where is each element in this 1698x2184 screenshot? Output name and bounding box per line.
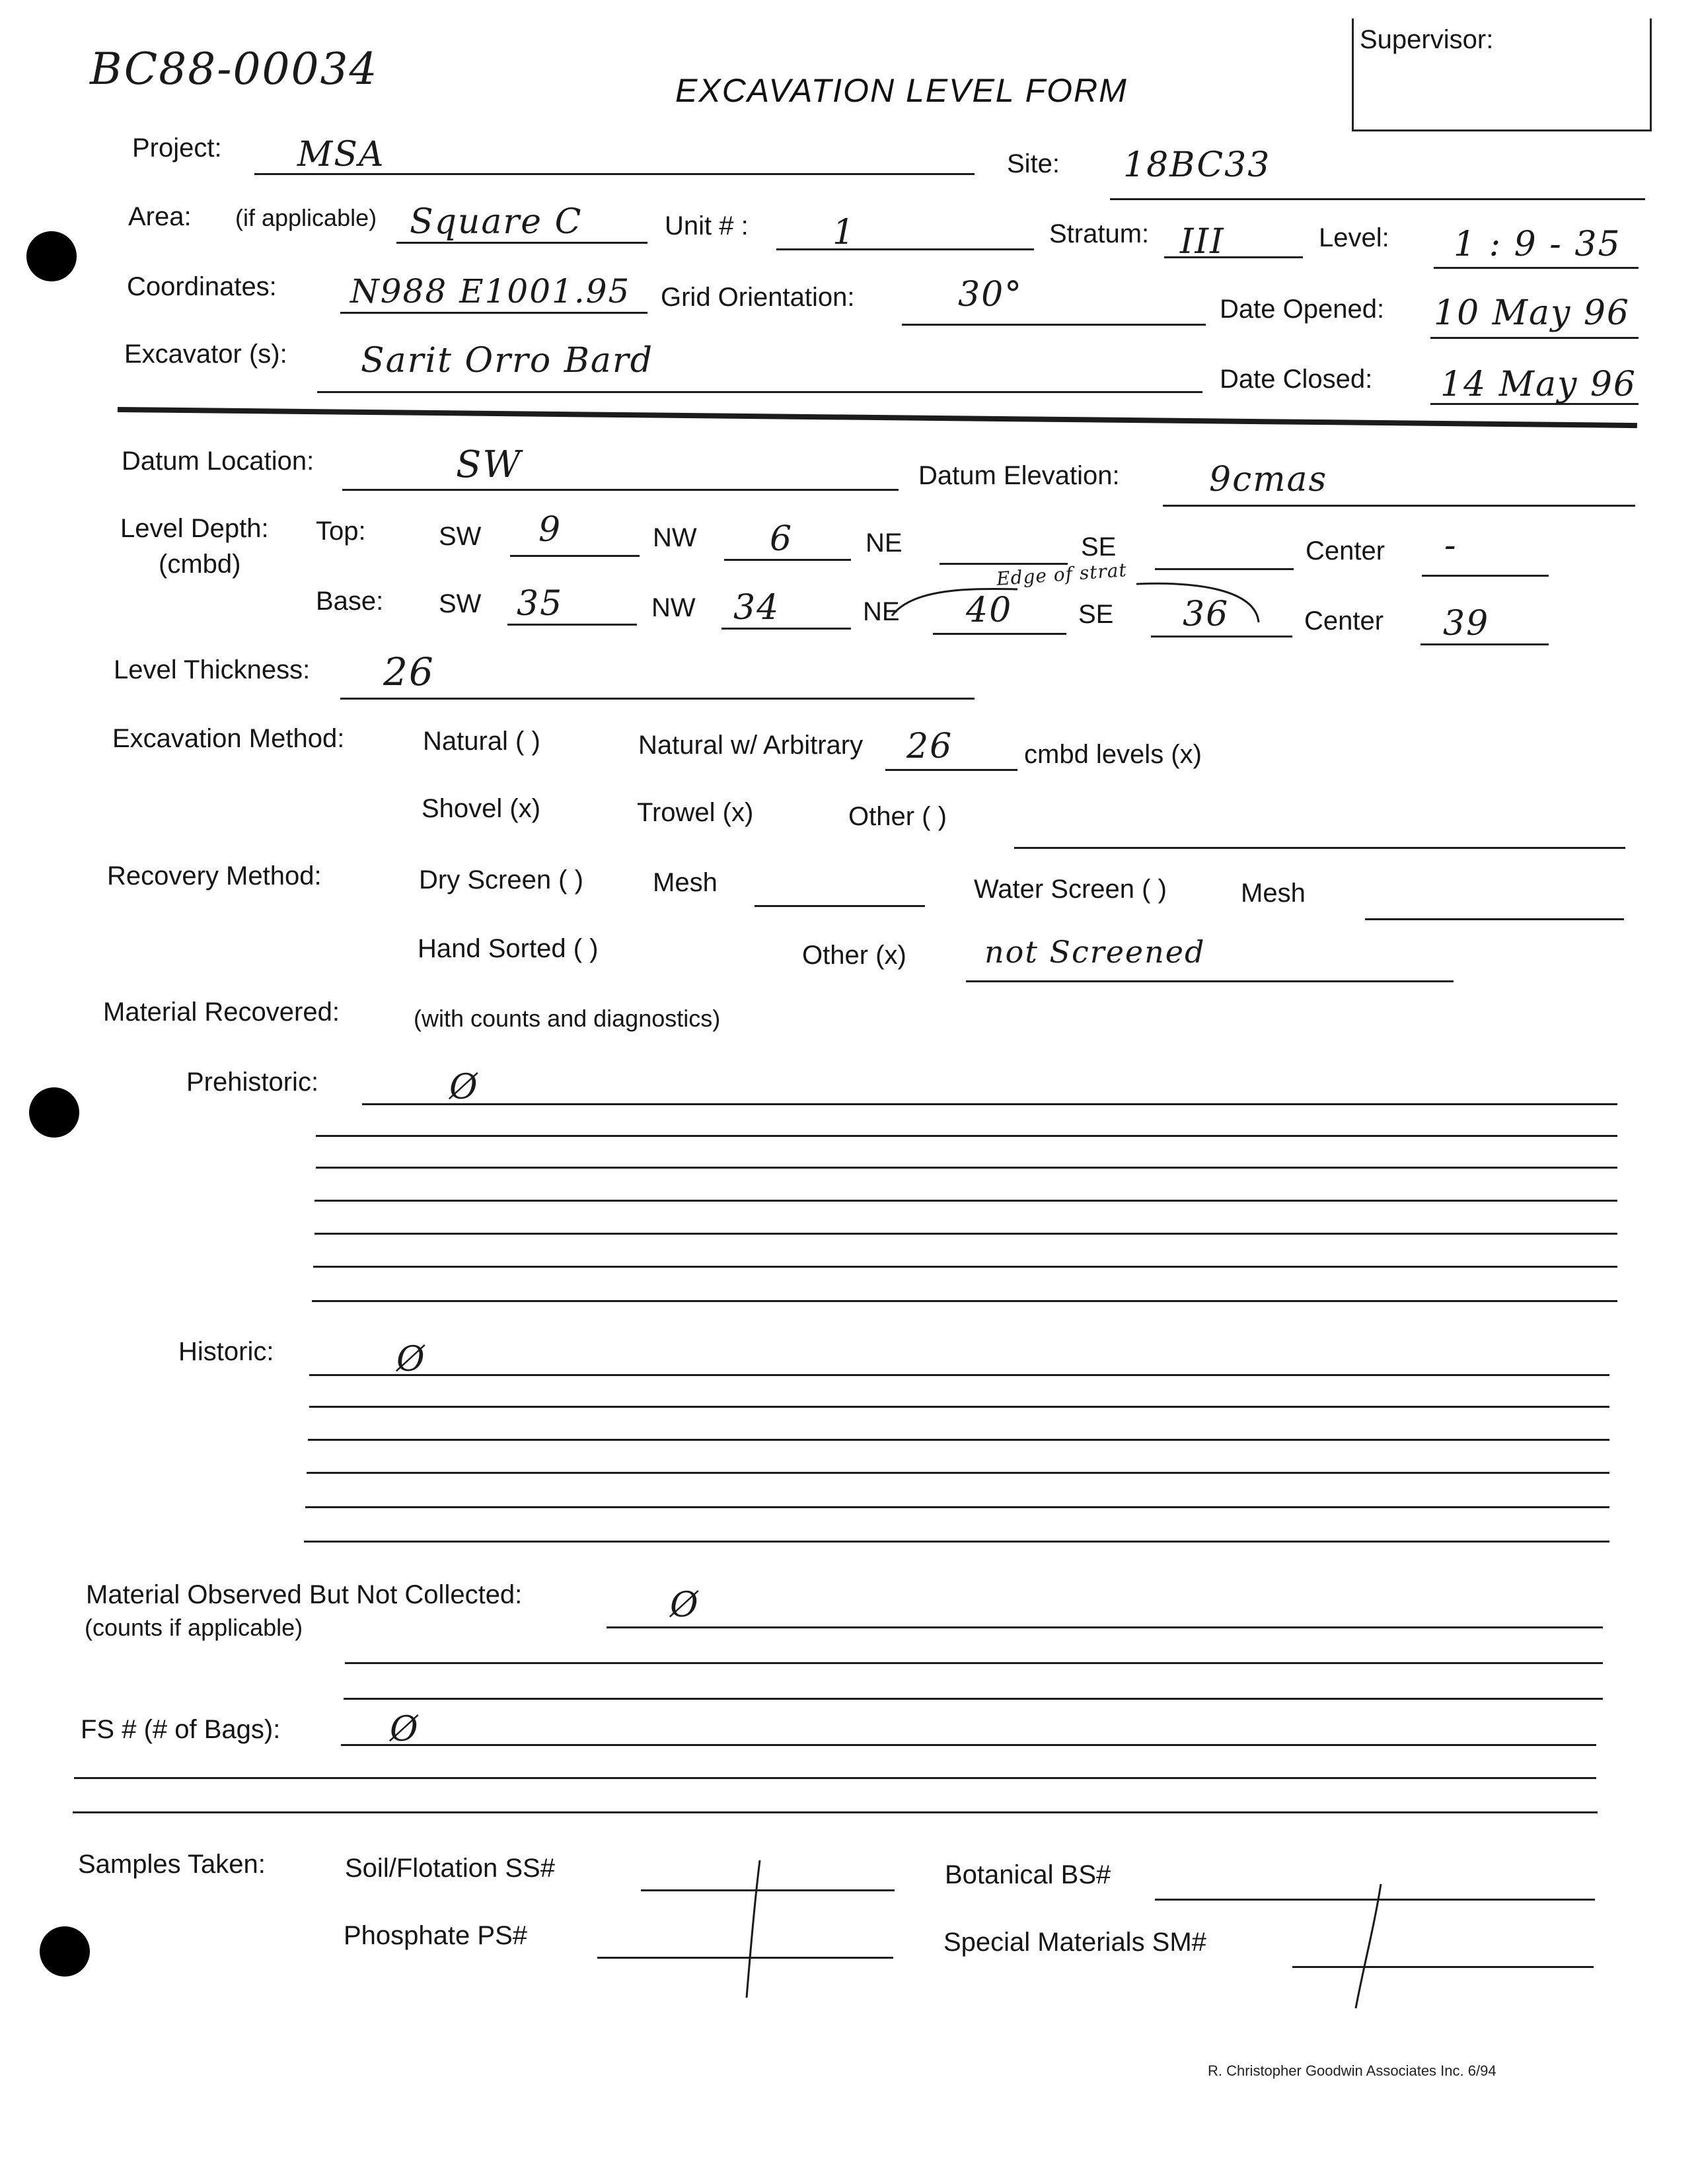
water-screen-option[interactable]: Water Screen ( ) — [974, 875, 1167, 904]
date-closed-label: Date Closed: — [1220, 365, 1373, 394]
phosphate-label: Phosphate PS# — [344, 1921, 527, 1950]
soil-flotation-label: Soil/Flotation SS# — [345, 1854, 555, 1883]
header-separator — [118, 407, 1637, 428]
excavation-method-label: Excavation Method: — [112, 724, 345, 753]
historic-label: Historic: — [178, 1337, 274, 1366]
mesh-label-2: Mesh — [1241, 879, 1306, 908]
unit-line — [776, 248, 1034, 250]
base-center-line — [1421, 643, 1549, 645]
date-closed-line — [1430, 403, 1639, 405]
edge-note-bracket — [885, 569, 1275, 636]
level-thickness-value[interactable]: 26 — [383, 649, 435, 694]
fs-line-1 — [341, 1744, 1596, 1746]
coordinates-line — [340, 312, 647, 314]
prehistoric-line-2 — [316, 1135, 1617, 1137]
page-title: EXCAVATION LEVEL FORM — [675, 72, 1128, 109]
recovery-method-label: Recovery Method: — [107, 861, 322, 891]
arbitrary-line — [885, 769, 1017, 771]
level-line — [1434, 267, 1639, 269]
prehistoric-value[interactable]: Ø — [449, 1068, 479, 1107]
base-sw-label: SW — [439, 589, 482, 618]
level-thickness-label: Level Thickness: — [114, 655, 311, 684]
botanical-label: Botanical BS# — [945, 1860, 1111, 1889]
top-sw-line — [510, 555, 640, 557]
prehistoric-line-6 — [313, 1266, 1617, 1268]
datum-elevation-value[interactable]: 9cmas — [1209, 460, 1328, 499]
top-center-label: Center — [1306, 536, 1385, 565]
stratum-line — [1164, 256, 1303, 258]
area-label: Area: — [128, 202, 192, 231]
top-ne-label: NE — [866, 528, 903, 558]
project-value[interactable]: MSA — [297, 135, 385, 174]
base-ne-value[interactable]: 40 — [966, 591, 1013, 630]
historic-line-2 — [309, 1406, 1609, 1408]
top-center-line — [1422, 575, 1549, 577]
fs-line-2 — [74, 1777, 1596, 1779]
recovery-other-line — [966, 980, 1454, 982]
top-sw-value[interactable]: 9 — [538, 510, 562, 550]
prehistoric-line-5 — [314, 1233, 1617, 1235]
area-value[interactable]: Square C — [410, 202, 583, 242]
area-qualifier: (if applicable) — [235, 204, 377, 231]
base-se-value[interactable]: 36 — [1183, 595, 1230, 634]
punch-hole-bottom — [40, 1926, 90, 1977]
site-value[interactable]: 18BC33 — [1123, 145, 1271, 185]
coordinates-label: Coordinates: — [127, 272, 277, 301]
excavation-natural[interactable]: Natural ( ) — [423, 727, 540, 756]
prehistoric-line-3 — [316, 1167, 1617, 1169]
prehistoric-line-7 — [312, 1300, 1617, 1302]
trowel-option[interactable]: Trowel (x) — [637, 798, 754, 827]
historic-line-1 — [309, 1374, 1609, 1376]
prehistoric-line-4 — [314, 1200, 1617, 1202]
stratum-value[interactable]: III — [1180, 222, 1225, 262]
level-depth-unit: (cmbd) — [159, 550, 241, 579]
top-nw-value[interactable]: 6 — [770, 519, 794, 559]
recovery-other-value[interactable]: not Screened — [984, 934, 1206, 970]
cmbd-levels-option[interactable]: cmbd levels (x) — [1024, 740, 1202, 769]
mesh-line-1 — [755, 905, 925, 907]
datum-location-line — [342, 489, 899, 491]
base-center-value[interactable]: 39 — [1443, 604, 1490, 643]
top-label: Top: — [316, 517, 366, 546]
historic-value[interactable]: Ø — [396, 1340, 426, 1379]
dry-screen-option[interactable]: Dry Screen ( ) — [419, 865, 583, 894]
date-opened-line — [1430, 337, 1639, 339]
prehistoric-label: Prehistoric: — [186, 1068, 319, 1097]
base-se-label: SE — [1078, 600, 1114, 629]
project-line — [254, 173, 975, 175]
level-depth-label: Level Depth: — [120, 514, 269, 543]
top-se-label: SE — [1081, 532, 1117, 562]
fs-label: FS # (# of Bags): — [81, 1715, 281, 1744]
punch-hole-top — [26, 231, 77, 281]
top-sw-label: SW — [439, 522, 482, 551]
footer-credit: R. Christopher Goodwin Associates Inc. 6/94 — [1208, 2062, 1496, 2079]
special-materials-label: Special Materials SM# — [943, 1928, 1206, 1957]
area-line — [396, 242, 647, 244]
material-recovered-note: (with counts and diagnostics) — [414, 1005, 721, 1032]
top-nw-label: NW — [653, 523, 697, 552]
observed-note: (counts if applicable) — [85, 1614, 303, 1641]
excavators-value[interactable]: Sarit Orro Bard — [361, 341, 654, 381]
historic-line-5 — [305, 1506, 1609, 1508]
supervisor-label: Supervisor: — [1360, 25, 1494, 54]
edge-of-strat-note: Edge of strat — [996, 559, 1128, 590]
excavation-other-option[interactable]: Other ( ) — [848, 802, 947, 831]
observed-value[interactable]: Ø — [670, 1585, 700, 1625]
excavators-label: Excavator (s): — [124, 340, 287, 369]
historic-line-4 — [307, 1472, 1609, 1474]
fs-line-3 — [73, 1811, 1598, 1813]
recovery-other-option[interactable]: Other (x) — [802, 941, 906, 970]
project-label: Project: — [132, 133, 222, 163]
unit-value[interactable]: 1 — [832, 213, 856, 252]
fs-value[interactable]: Ø — [390, 1710, 420, 1749]
level-label: Level: — [1319, 223, 1389, 252]
form-id: BC88-00034 — [90, 44, 379, 94]
datum-location-value[interactable]: SW — [456, 443, 522, 486]
level-thickness-line — [340, 698, 975, 700]
base-center-label: Center — [1304, 606, 1384, 636]
excavation-other-line — [1014, 847, 1625, 849]
arbitrary-value[interactable]: 26 — [906, 727, 953, 766]
prehistoric-line-1 — [362, 1103, 1617, 1105]
base-nw-line — [721, 628, 851, 630]
mesh-line-2 — [1365, 918, 1624, 920]
soil-phosphate-strike-mark — [727, 1856, 780, 2002]
datum-location-label: Datum Location: — [122, 447, 314, 476]
observed-line-3 — [344, 1698, 1603, 1700]
site-line — [1110, 198, 1645, 200]
datum-elevation-label: Datum Elevation: — [918, 461, 1120, 490]
observed-line-1 — [607, 1626, 1603, 1628]
observed-label: Material Observed But Not Collected: — [86, 1580, 523, 1609]
base-label: Base: — [316, 587, 384, 616]
botanical-special-strike-mark — [1335, 1880, 1394, 2012]
base-se-line — [1151, 636, 1292, 637]
material-recovered-label: Material Recovered: — [103, 998, 340, 1027]
date-opened-value[interactable]: 10 May 96 — [1434, 293, 1631, 333]
excavation-natural-arbitrary: Natural w/ Arbitrary — [638, 731, 864, 760]
stratum-label: Stratum: — [1049, 219, 1150, 248]
date-closed-value[interactable]: 14 May 96 — [1440, 365, 1637, 404]
excavators-line — [317, 391, 1202, 393]
observed-line-2 — [345, 1662, 1603, 1664]
samples-label: Samples Taken: — [78, 1850, 266, 1879]
date-opened-label: Date Opened: — [1220, 295, 1385, 324]
base-sw-value[interactable]: 35 — [517, 584, 564, 624]
top-nw-line — [724, 559, 851, 561]
historic-line-3 — [308, 1439, 1609, 1441]
punch-hole-middle — [29, 1087, 79, 1138]
historic-line-6 — [304, 1541, 1609, 1543]
base-nw-label: NW — [651, 593, 696, 622]
grid-orientation-value[interactable]: 30° — [958, 275, 1023, 314]
site-label: Site: — [1007, 149, 1060, 178]
hand-sorted-option[interactable]: Hand Sorted ( ) — [418, 934, 599, 963]
base-nw-value[interactable]: 34 — [733, 588, 780, 628]
shovel-option[interactable]: Shovel (x) — [422, 794, 541, 823]
base-ne-label: NE — [863, 597, 900, 626]
datum-elevation-line — [1163, 505, 1635, 507]
base-sw-line — [507, 624, 637, 626]
top-center-value[interactable]: - — [1444, 526, 1458, 565]
level-value[interactable]: 1 : 9 - 35 — [1454, 225, 1621, 264]
unit-label: Unit # : — [665, 211, 749, 240]
coordinates-value[interactable]: N988 E1001.95 — [350, 272, 631, 310]
mesh-label-1: Mesh — [653, 868, 718, 897]
grid-orientation-label: Grid Orientation: — [661, 283, 855, 312]
grid-orientation-line — [902, 324, 1206, 326]
